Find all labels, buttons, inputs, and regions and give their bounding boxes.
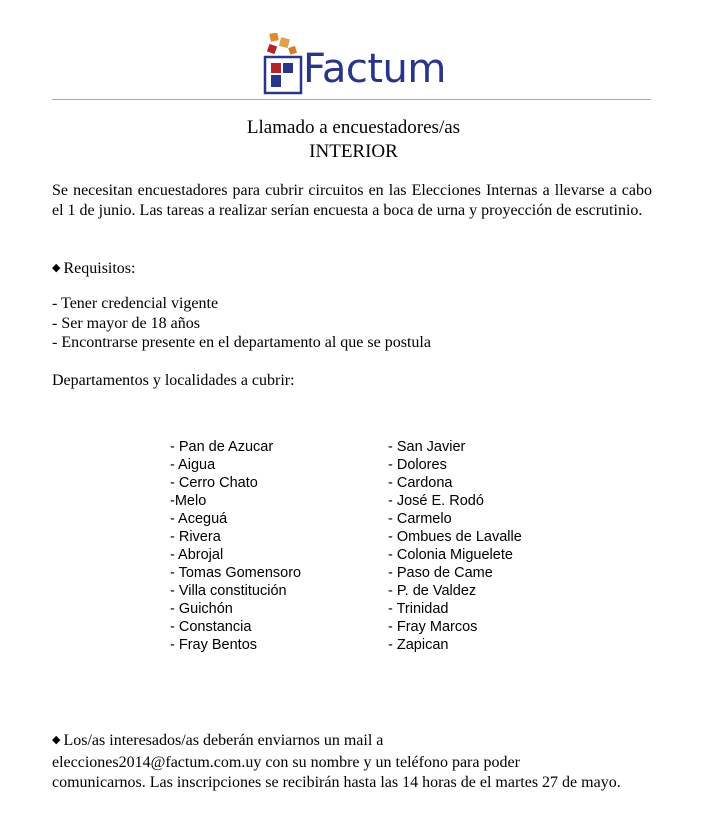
list-item: - Tomas Gomensoro: [170, 565, 302, 581]
list-item: - Fray Marcos: [388, 619, 478, 635]
list-item: - Ser mayor de 18 años: [52, 314, 200, 332]
list-item: - Dolores: [388, 457, 447, 473]
localities-left-column: [170, 438, 301, 654]
title-line-1: Llamado a encuestadores/as: [246, 117, 461, 138]
factum-logo-mark-icon: [262, 33, 304, 95]
factum-wordmark: Factum: [303, 46, 446, 92]
page-title: [0, 116, 707, 164]
header-divider: [52, 99, 651, 100]
list-item: - Carmelo: [388, 511, 452, 527]
list-item: - Cardona: [388, 475, 453, 491]
localities-right-column: [388, 438, 522, 654]
list-item: - José E. Rodó: [388, 493, 484, 509]
list-item: - Trinidad: [388, 601, 449, 617]
factum-logo: [262, 33, 452, 97]
list-item: - Paso de Came: [388, 565, 493, 581]
footer-line-3: comunicarnos. Las inscripciones se recibirán hasta las 14 horas de el martes 27 de mayo.: [52, 774, 621, 791]
footer-line-1-text: Los/as interesados/as deberán enviarnos un mail a: [63, 732, 384, 749]
footer-paragraph: [52, 731, 652, 794]
requirements-heading: [52, 259, 652, 280]
list-item: - P. de Valdez: [388, 583, 477, 599]
footer-line-2: elecciones2014@factum.com.uy con su nombre y un teléfono para poder: [52, 753, 520, 771]
requirements-heading-text: Requisitos:: [63, 260, 136, 277]
list-item: -Melo: [170, 493, 207, 509]
list-item: - Aigua: [170, 457, 216, 473]
list-item: - Ombues de Lavalle: [388, 529, 522, 545]
list-item: - Constancia: [170, 619, 252, 635]
list-item: - Abrojal: [170, 547, 224, 563]
requirements-list: [52, 294, 652, 353]
list-item: - Rivera: [170, 529, 221, 545]
title-line-2: INTERIOR: [309, 141, 398, 162]
list-item: - Zapican: [388, 637, 449, 653]
list-item: - Tener credencial vigente: [52, 295, 219, 312]
intro-paragraph: Se necesitan encuestadores para cubrir circuitos en las Elecciones Internas a llevarse a cabo el 1 de junio. Las tareas a realizar serían encuesta a boca de urna y proyección de escrutinio.: [52, 182, 652, 219]
departments-heading: Departamentos y localidades a cubrir:: [52, 372, 295, 389]
list-item: - Cerro Chato: [170, 475, 258, 491]
diamond-bullet-icon: ◆: [52, 262, 61, 274]
diamond-bullet-icon: ◆: [52, 734, 61, 746]
list-item: - Encontrarse presente en el departamento al que se postula: [52, 334, 431, 351]
list-item: - Villa constitución: [170, 583, 287, 599]
list-item: - Pan de Azucar: [170, 439, 274, 455]
list-item: - Aceguá: [170, 511, 228, 527]
footer-line-1: [52, 731, 652, 753]
list-item: - Guichón: [170, 601, 233, 617]
list-item: - Colonia Miguelete: [388, 547, 513, 563]
list-item: - San Javier: [388, 439, 466, 455]
list-item: - Fray Bentos: [170, 637, 258, 653]
